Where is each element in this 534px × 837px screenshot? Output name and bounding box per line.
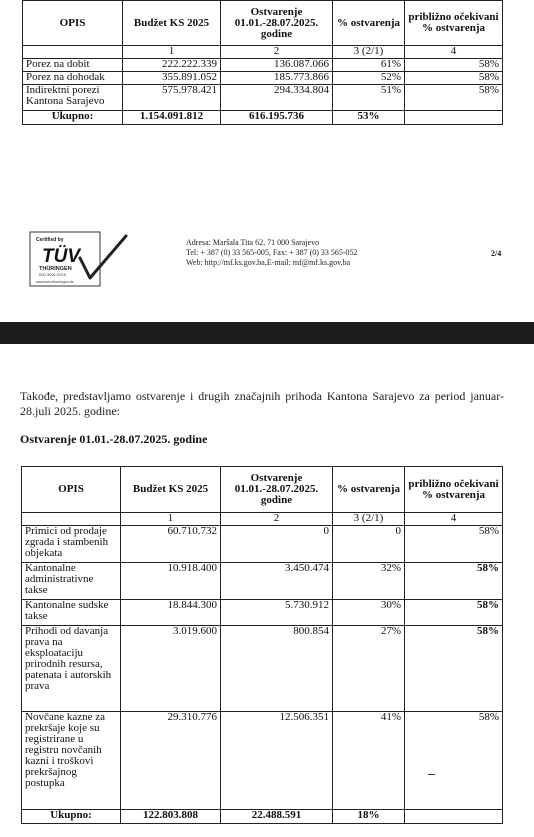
cell-budzet: 10.918.400 — [121, 563, 221, 600]
table-row — [22, 626, 503, 712]
cell-procenat: 52% — [333, 72, 405, 85]
column-number: 4 — [405, 513, 503, 526]
page-footer — [0, 230, 534, 290]
address-line: Adresa: Maršala Tita 62, 71 000 Sarajevo — [186, 238, 320, 247]
cell-ostvarenje: 136.087.066 — [221, 59, 333, 72]
cell-budzet: 3.019.600 — [121, 626, 221, 712]
total-label: Ukupno: — [23, 111, 123, 125]
total-procenat: 53% — [333, 111, 405, 125]
row-label: Novčane kazne za prekršaje koje su registrirane u registru novčanih kazni i troškovi prekršajnog postupka — [22, 712, 121, 810]
cell-ostvarenje: 12.506.351 — [221, 712, 333, 810]
cell-budzet: 60.710.732 — [121, 526, 221, 563]
cell-priblizno: 58% — [405, 85, 503, 111]
row-label: Kantonalne administrativne takse — [22, 563, 121, 600]
column-number: 2 — [221, 46, 333, 59]
table-row — [22, 712, 503, 810]
cell-procenat: 0 — [333, 526, 405, 563]
logo-certified-text: Certified by — [36, 237, 64, 243]
intro-paragraph: Takođe, predstavljamo ostvarenje i drugih značajnih prihoda Kantona Sarajevo za period januar-28.juli 2025. godine: — [20, 389, 504, 418]
header-opis: OPIS — [22, 467, 121, 513]
row-label: Prihodi od davanja prava na eksploataciju prirodnih resursa, patenata i autorskih prava — [22, 626, 121, 712]
logo-site-text: www.tuev-thueringen.de — [36, 280, 74, 284]
header-ostvarenje: Ostvarenje 01.01.-28.07.2025. godine — [221, 1, 333, 46]
page-number: 2/4 — [491, 249, 502, 258]
logo-region-text: THÜRINGEN — [39, 266, 72, 272]
row-label: Indirektni porezi Kantona Sarajevo — [23, 85, 123, 111]
total-budzet: 122.803.808 — [121, 810, 221, 824]
column-number: 3 (2/1) — [333, 46, 405, 59]
cell-priblizno: 58% — [405, 72, 503, 85]
table-header-row — [22, 467, 503, 513]
header-priblizno: približno očekivani % ostvarenja — [405, 1, 503, 46]
header-procenat: % ostvarenja — [333, 1, 405, 46]
cell-ostvarenje: 800.854 — [221, 626, 333, 712]
cell-budzet: 29.310.776 — [121, 712, 221, 810]
cell-budzet: 18.844.300 — [121, 600, 221, 626]
cell-priblizno: 58% — [405, 563, 503, 600]
page-separator — [0, 322, 534, 344]
logo-cert-text: ISO 9001:2015 — [39, 272, 66, 277]
cell-ostvarenje: 0 — [221, 526, 333, 563]
table-row — [22, 600, 503, 626]
header-opis: OPIS — [23, 1, 123, 46]
section-title: Ostvarenje 01.01.-28.07.2025. godine — [20, 432, 208, 446]
document-page-bottom — [0, 344, 534, 837]
row-label: Kantonalne sudske takse — [22, 600, 121, 626]
table-row — [23, 85, 503, 111]
total-priblizno — [405, 810, 503, 824]
cell-procenat: 32% — [333, 563, 405, 600]
total-procenat: 18% — [333, 810, 405, 824]
cell-priblizno: 58% — [405, 59, 503, 72]
table-row — [23, 72, 503, 85]
contact-block — [186, 238, 358, 268]
cell-priblizno: 58% — [405, 600, 503, 626]
logo-brand-text: TÜV — [42, 246, 80, 267]
cell-priblizno: 58% — [405, 526, 503, 563]
cell-priblizno: 58% — [405, 712, 503, 810]
cell-procenat: 30% — [333, 600, 405, 626]
header-budzet: Budžet KS 2025 — [123, 1, 221, 46]
column-number: 1 — [121, 513, 221, 526]
tuv-certification-logo — [28, 230, 130, 290]
column-number: 1 — [123, 46, 221, 59]
table-header-row — [23, 1, 503, 46]
cell-ostvarenje: 185.773.866 — [221, 72, 333, 85]
total-priblizno — [405, 111, 503, 125]
table-row — [22, 526, 503, 563]
header-procenat: % ostvarenja — [333, 467, 405, 513]
cell-procenat: 61% — [333, 59, 405, 72]
column-number: 3 (2/1) — [333, 513, 405, 526]
document-page-top — [0, 0, 534, 322]
total-ostvarenje: 22.488.591 — [221, 810, 333, 824]
header-ostvarenje: Ostvarenje 01.01.-28.07.2025. godine — [221, 467, 333, 513]
table-total-row — [22, 810, 503, 824]
row-label: Porez na dobit — [23, 59, 123, 72]
column-number: 2 — [221, 513, 333, 526]
scan-mark — [428, 774, 435, 775]
table-total-row — [23, 111, 503, 125]
cell-ostvarenje: 5.730.912 — [221, 600, 333, 626]
column-number-row — [23, 46, 503, 59]
header-priblizno: približno očekivani % ostvarenja — [405, 467, 503, 513]
phone-line: Tel: + 387 (0) 33 565-005, Fax: + 387 (0) 33 565-052 — [186, 248, 358, 257]
header-budzet: Budžet KS 2025 — [121, 467, 221, 513]
revenue-table-bottom — [21, 466, 503, 824]
column-number-row — [22, 513, 503, 526]
cell-procenat: 41% — [333, 712, 405, 810]
total-budzet: 1.154.091.812 — [123, 111, 221, 125]
cell-budzet: 355.891.052 — [123, 72, 221, 85]
revenue-table-top — [22, 0, 503, 125]
web-email-line: Web: http://mf.ks.gov.ba,E-mail: mf@mf.ks.gov.ba — [186, 258, 351, 267]
cell-ostvarenje: 294.334.804 — [221, 85, 333, 111]
total-ostvarenje: 616.195.736 — [221, 111, 333, 125]
table-row — [22, 563, 503, 600]
cell-budzet: 575.978.421 — [123, 85, 221, 111]
cell-ostvarenje: 3.450.474 — [221, 563, 333, 600]
total-label: Ukupno: — [22, 810, 121, 824]
column-number: 4 — [405, 46, 503, 59]
cell-procenat: 51% — [333, 85, 405, 111]
cell-procenat: 27% — [333, 626, 405, 712]
cell-priblizno: 58% — [405, 626, 503, 712]
row-label: Porez na dohodak — [23, 72, 123, 85]
table-row — [23, 59, 503, 72]
cell-budzet: 222.222.339 — [123, 59, 221, 72]
row-label: Primici od prodaje zgrada i stambenih objekata — [22, 526, 121, 563]
